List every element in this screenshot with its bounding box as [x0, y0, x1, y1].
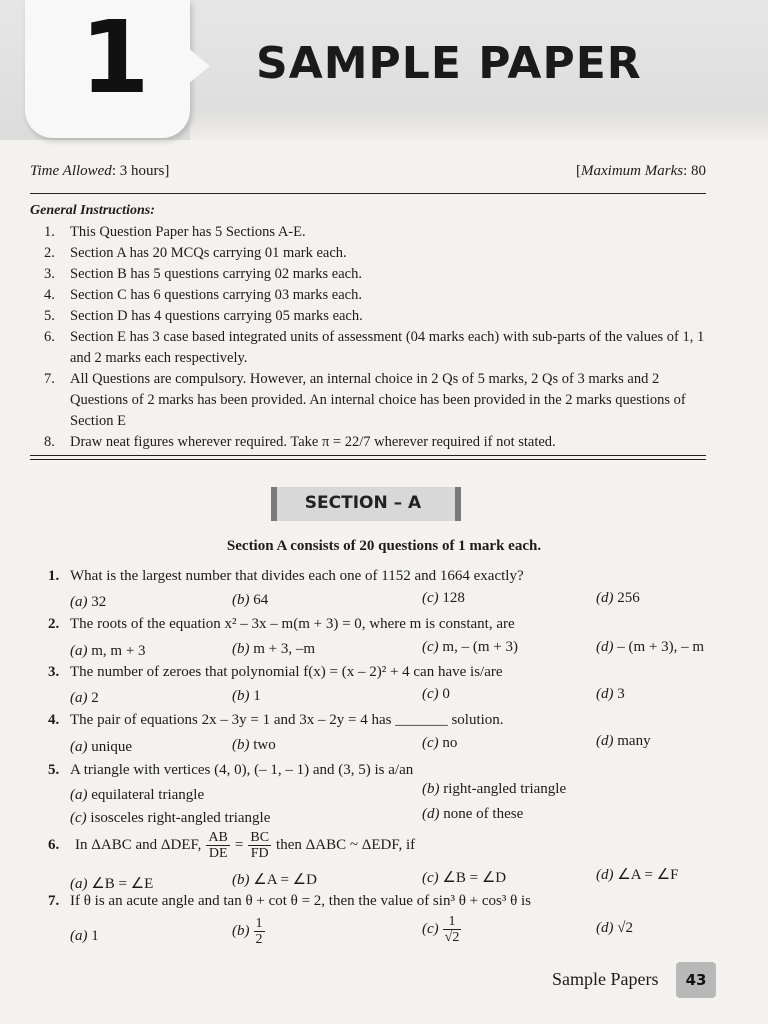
equals-sign: =: [234, 837, 244, 853]
page-title: SAMPLE PAPER: [256, 38, 642, 89]
instructions-title: General Instructions:: [30, 203, 155, 218]
option-a: [70, 739, 132, 756]
denominator: √2: [444, 930, 460, 945]
time-label: Time Allowed: [30, 163, 112, 179]
option-key: (d): [596, 639, 614, 655]
question-6: [48, 830, 415, 861]
divider: [30, 455, 706, 456]
question-number: 2.: [48, 616, 60, 632]
option-a: [70, 928, 99, 945]
section-heading-text: SECTION – A: [304, 493, 422, 513]
option-c: [70, 810, 270, 827]
list-item: [44, 369, 712, 432]
item-text: This Question Paper has 5 Sections A-E.: [70, 224, 306, 240]
option-d: [422, 806, 523, 823]
option-key: (c): [422, 686, 439, 702]
fraction: [443, 914, 462, 945]
option-value: right-angled triangle: [443, 781, 567, 797]
numerator: 1: [443, 914, 462, 930]
option-key: (c): [422, 735, 439, 751]
option-a: [70, 643, 146, 660]
question-number: 3.: [48, 664, 60, 680]
question-number: 4.: [48, 712, 60, 728]
question-3: [48, 664, 503, 681]
item-text: Section E has 3 case based integrated units of assessment (04 marks each) with sub-parts of the values of 1, 1 and 2 marks each respectively.: [70, 329, 705, 366]
option-value: ∠A = ∠D: [253, 872, 317, 888]
question-1: [48, 568, 524, 585]
question-number: 5.: [48, 762, 60, 778]
option-key: (b): [422, 781, 440, 797]
footer-label: Sample Papers: [552, 969, 659, 989]
option-key: (b): [232, 737, 250, 753]
denominator: 2: [255, 932, 263, 947]
question-text: In ΔABC and ΔDEF,: [75, 837, 202, 853]
item-number: 5.: [44, 308, 55, 324]
fraction: [248, 830, 271, 861]
question-text: What is the largest number that divides each one of 1152 and 1664 exactly?: [70, 568, 524, 584]
option-key: (d): [596, 590, 614, 606]
option-value: m, – (m + 3): [442, 639, 518, 655]
option-value: none of these: [443, 806, 524, 822]
list-item: [44, 222, 712, 243]
denominator: FD: [250, 846, 269, 861]
option-key: (d): [596, 733, 614, 749]
marks-bracket: [: [576, 163, 581, 179]
option-b: [232, 592, 268, 609]
option-value: 256: [617, 590, 640, 606]
option-key: (b): [232, 872, 250, 888]
option-d: [596, 639, 704, 656]
option-key: (a): [70, 643, 88, 659]
item-text: Section C has 6 questions carrying 03 marks each.: [70, 287, 362, 303]
option-c: [422, 735, 457, 752]
item-number: 4.: [44, 287, 55, 303]
question-4: [48, 712, 504, 729]
option-value: 128: [442, 590, 465, 606]
maximum-marks: [576, 163, 706, 180]
item-text: Draw neat figures wherever required. Take π = 22/7 wherever required if not stated.: [70, 434, 556, 450]
option-a: [70, 787, 204, 804]
option-key: (b): [232, 923, 250, 939]
question-text: The roots of the equation x² – 3x – m(m + 3) = 0, where m is constant, are: [70, 616, 515, 632]
paper-number: 1: [80, 0, 150, 116]
list-item: [44, 243, 712, 264]
list-item: [44, 432, 712, 453]
option-key: (d): [422, 806, 440, 822]
question-number: 7.: [48, 893, 60, 909]
item-text: Section A has 20 MCQs carrying 01 mark each.: [70, 245, 347, 261]
option-key: (c): [422, 639, 439, 655]
option-b: [232, 916, 265, 947]
option-d: [596, 733, 651, 750]
option-value: – (m + 3), – m: [617, 639, 705, 655]
option-c: [422, 914, 461, 945]
option-value: 0: [442, 686, 450, 702]
option-c: [422, 590, 465, 607]
time-allowed: [30, 163, 169, 180]
meta-row: [30, 163, 706, 180]
option-d: [596, 686, 625, 703]
fraction: [206, 830, 229, 861]
question-text: A triangle with vertices (4, 0), (– 1, – 1) and (3, 5) is a/an: [70, 762, 414, 778]
option-value: m + 3, –m: [253, 641, 316, 657]
denominator: DE: [208, 846, 228, 861]
question-7: [48, 893, 531, 910]
option-value: 32: [91, 594, 107, 610]
item-text: Section B has 5 questions carrying 02 marks each.: [70, 266, 362, 282]
item-number: 7.: [44, 371, 55, 387]
option-key: (b): [232, 641, 250, 657]
option-key: (a): [70, 876, 88, 892]
option-b: [232, 688, 261, 705]
option-b: [232, 870, 317, 889]
item-number: 6.: [44, 329, 55, 345]
option-key: (c): [422, 870, 439, 886]
numerator: 1: [255, 916, 263, 931]
item-number: 1.: [44, 224, 55, 240]
option-d: [596, 920, 633, 937]
question-number: 6.: [48, 837, 60, 853]
option-key: (a): [70, 690, 88, 706]
question-2: [48, 616, 515, 633]
question-text: then ΔABC ~ ΔEDF, if: [276, 837, 416, 853]
option-value: ∠A = ∠F: [617, 867, 679, 883]
option-value: ∠B = ∠D: [442, 870, 507, 886]
option-d: [596, 590, 640, 607]
instructions-list: [44, 222, 712, 453]
option-value: 1: [91, 928, 99, 944]
item-number: 3.: [44, 266, 55, 282]
option-b: [232, 641, 315, 658]
option-a: [70, 690, 99, 707]
header-fade: [190, 110, 768, 150]
option-key: (c): [422, 590, 439, 606]
option-value: ∠B = ∠E: [91, 876, 154, 892]
time-value: : 3 hours]: [111, 163, 170, 179]
option-key: (a): [70, 739, 88, 755]
list-item: [44, 264, 712, 285]
option-key: (a): [70, 787, 88, 803]
list-item: [44, 285, 712, 306]
marks-label: Maximum Marks: [581, 163, 684, 179]
list-item: [44, 327, 712, 369]
question-text: The pair of equations 2x – 3y = 1 and 3x – 2y = 4 has _______ solution.: [70, 712, 504, 728]
option-value: m, m + 3: [91, 643, 146, 659]
numerator: BC: [250, 830, 270, 845]
option-value: equilateral triangle: [91, 787, 205, 803]
question-5: [48, 762, 413, 779]
question-text: The number of zeroes that polynomial f(x) = (x – 2)² + 4 can have is/are: [70, 664, 503, 680]
option-value: 3: [617, 686, 625, 702]
option-value: 2: [91, 690, 99, 706]
option-key: (d): [596, 920, 614, 936]
option-value: 1: [253, 688, 261, 704]
option-value: two: [253, 737, 276, 753]
divider: [30, 459, 706, 460]
question-text: If θ is an acute angle and tan θ + cot θ = 2, then the value of sin³ θ + cos³ θ is: [70, 893, 532, 909]
chevron-icon: [188, 48, 210, 84]
item-number: 2.: [44, 245, 55, 261]
paper-number-box: [25, 0, 190, 138]
option-value: isosceles right-angled triangle: [90, 810, 271, 826]
question-number: 1.: [48, 568, 60, 584]
option-value: √2: [617, 920, 633, 936]
option-c: [422, 868, 506, 887]
marks-value: : 80: [683, 163, 706, 179]
option-key: (b): [232, 592, 250, 608]
option-b: [422, 781, 566, 798]
option-key: (c): [70, 810, 87, 826]
list-item: [44, 306, 712, 327]
option-key: (a): [70, 594, 88, 610]
option-b: [232, 737, 276, 754]
numerator: AB: [208, 830, 228, 845]
fraction: [254, 916, 265, 947]
option-key: (d): [596, 686, 614, 702]
option-value: unique: [91, 739, 133, 755]
option-value: many: [617, 733, 651, 749]
option-key: (c): [422, 921, 439, 937]
option-value: 64: [253, 592, 269, 608]
item-text: Section D has 4 questions carrying 05 marks each.: [70, 308, 363, 324]
section-heading: [271, 487, 467, 521]
option-key: (d): [596, 867, 614, 883]
item-number: 8.: [44, 434, 55, 450]
option-d: [596, 865, 678, 884]
divider: [30, 193, 706, 194]
option-key: (a): [70, 928, 88, 944]
option-value: no: [442, 735, 458, 751]
option-key: (b): [232, 688, 250, 704]
page-number: 43: [676, 962, 716, 998]
option-c: [422, 639, 518, 656]
section-subtitle: Section A consists of 20 questions of 1 mark each.: [226, 538, 542, 554]
option-a: [70, 874, 153, 893]
option-a: [70, 594, 106, 611]
item-text: All Questions are compulsory. However, an internal choice in 2 Qs of 5 marks, 2 Qs of 3 marks and 2 Questions of 2 marks has been provided. An internal choice has been provided in the 2 marks questions of Section E: [70, 371, 686, 429]
option-c: [422, 686, 450, 703]
